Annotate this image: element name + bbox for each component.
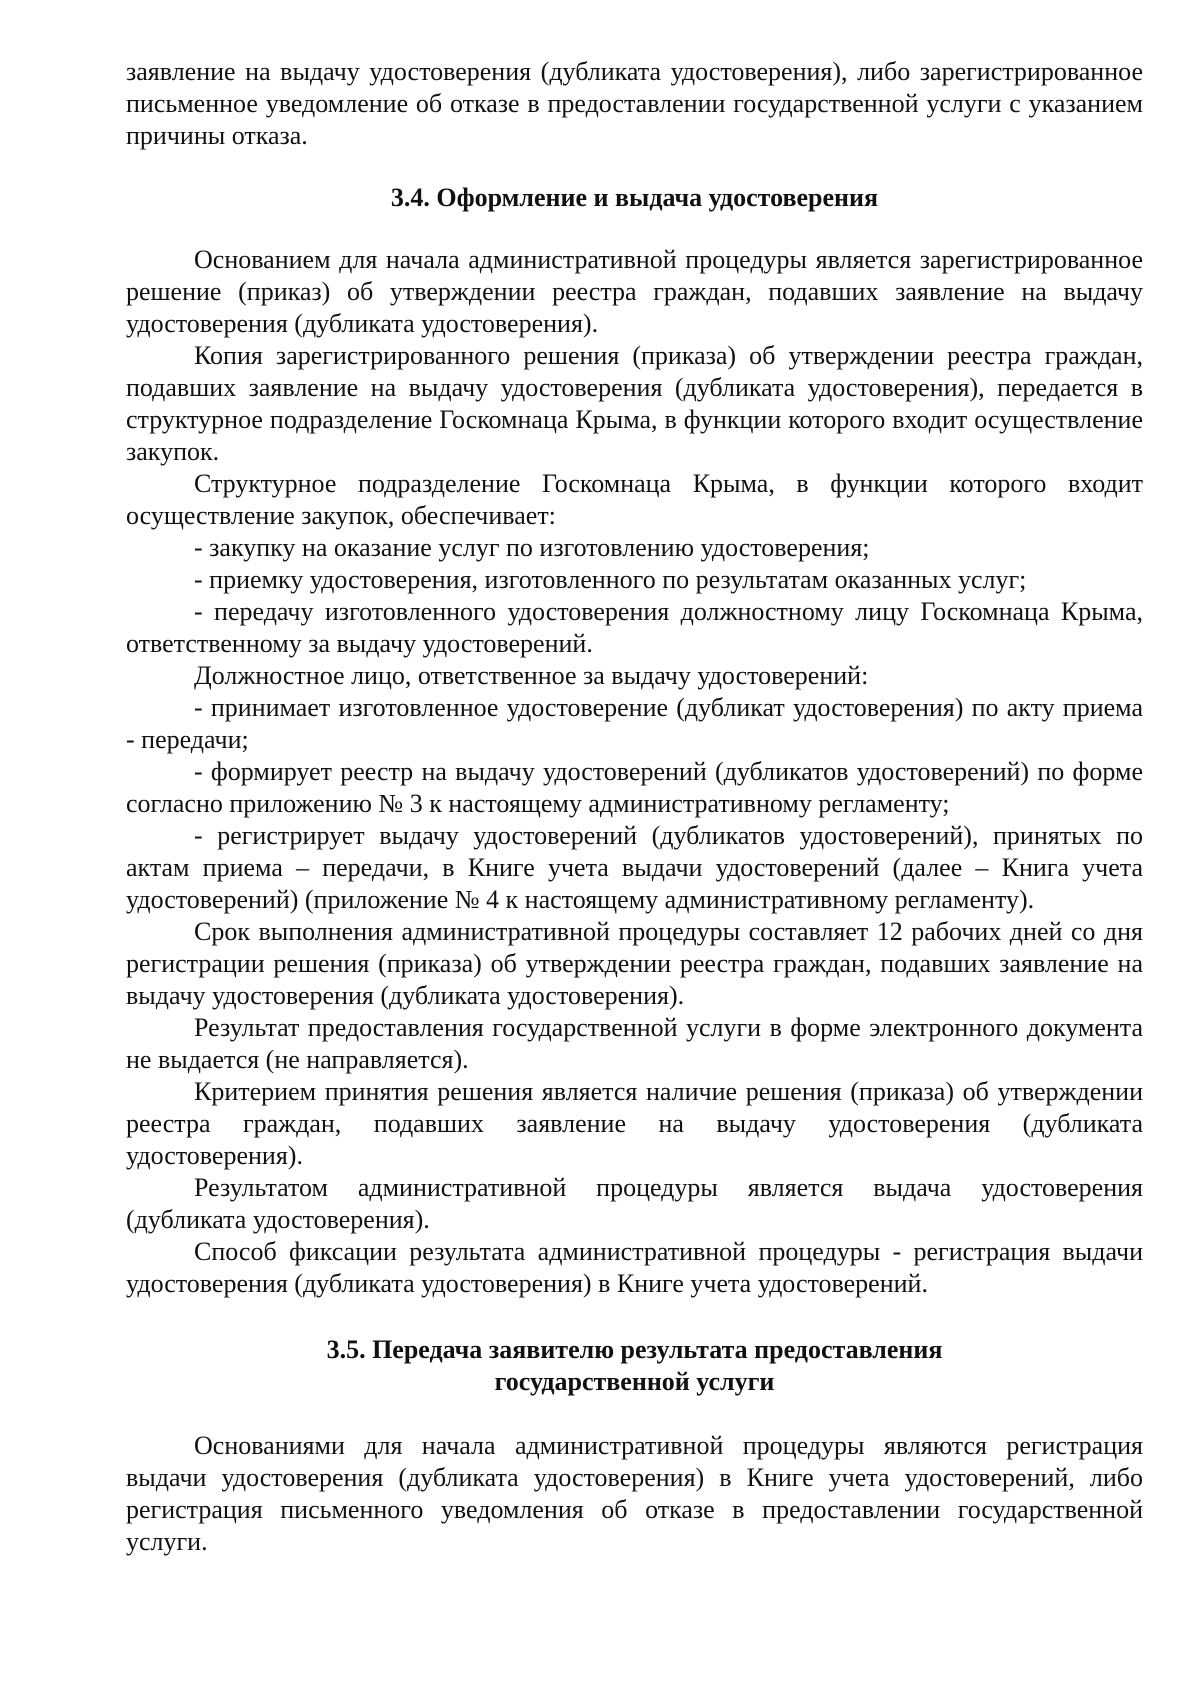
list-item: - принимает изготовленное удостоверение (дубликат удостоверения) по акту приема - передачи; [126, 693, 1143, 754]
paragraph: Срок выполнения административной процедуры составляет 12 рабочих дней со дня регистрации решения (приказа) об утверждении реестра граждан, подавших заявление на выдачу удостоверения (дубликата удостоверения). [126, 917, 1143, 1010]
paragraph: Копия зарегистрированного решения (приказа) об утверждении реестра граждан, подавших заявление на выдачу удостоверения (дубликата удостоверения), передается в структурное подразделение Госкомнаца Крыма, в функции которого входит осуществление закупок. [126, 341, 1143, 466]
section-3-5-heading-line1: 3.5. Передача заявителю результата предоставления [326, 1335, 943, 1364]
document-page [126, 56, 1143, 1558]
paragraph: Должностное лицо, ответственное за выдачу удостоверений: [194, 661, 869, 690]
list-item: - закупку на оказание услуг по изготовлению удостоверения; [194, 533, 870, 562]
intro-paragraph: заявление на выдачу удостоверения (дубликата удостоверения), либо зарегистрированное письменное уведомление об отказе в предоставлении государственной услуги с указанием причины отказа. [126, 57, 1143, 150]
section-3-4-heading: 3.4. Оформление и выдача удостоверения [390, 183, 879, 212]
paragraph: Основаниями для начала административной процедуры являются регистрация выдачи удостоверения (дубликата удостоверения) в Книге учета удостоверений, либо регистрация письменного уведомления об отказе в предоставлении государственной услуги. [126, 1431, 1143, 1556]
list-item: - приемку удостоверения, изготовленного по результатам оказанных услуг; [194, 565, 1027, 594]
paragraph: Критерием принятия решения является наличие решения (приказа) об утверждении реестра граждан, подавших заявление на выдачу удостоверения (дубликата удостоверения). [126, 1077, 1143, 1170]
paragraph: Способ фиксации результата административной процедуры - регистрация выдачи удостоверения (дубликата удостоверения) в Книге учета удостоверений. [126, 1237, 1143, 1298]
list-item: - передачу изготовленного удостоверения должностному лицу Госкомнаца Крыма, ответственному за выдачу удостоверений. [126, 597, 1143, 658]
paragraph: Результат предоставления государственной услуги в форме электронного документа не выдается (не направляется). [126, 1013, 1143, 1074]
list-item: - формирует реестр на выдачу удостоверений (дубликатов удостоверений) по форме согласно приложению № 3 к настоящему административному регламенту; [126, 757, 1143, 818]
list-item: - регистрирует выдачу удостоверений (дубликатов удостоверений), принятых по актам приема – передачи, в Книге учета выдачи удостоверений (далее – Книга учета удостоверений) (приложение № 4 к настоящему административному регламенту). [126, 821, 1143, 914]
paragraph: Основанием для начала административной процедуры является зарегистрированное решение (приказ) об утверждении реестра граждан, подавших заявление на выдачу удостоверения (дубликата удостоверения). [126, 245, 1143, 338]
paragraph: Результатом административной процедуры является выдача удостоверения (дубликата удостоверения). [126, 1173, 1143, 1234]
section-3-5-heading-line2: государственной услуги [494, 1367, 775, 1396]
paragraph: Структурное подразделение Госкомнаца Крыма, в функции которого входит осуществление закупок, обеспечивает: [126, 469, 1143, 530]
